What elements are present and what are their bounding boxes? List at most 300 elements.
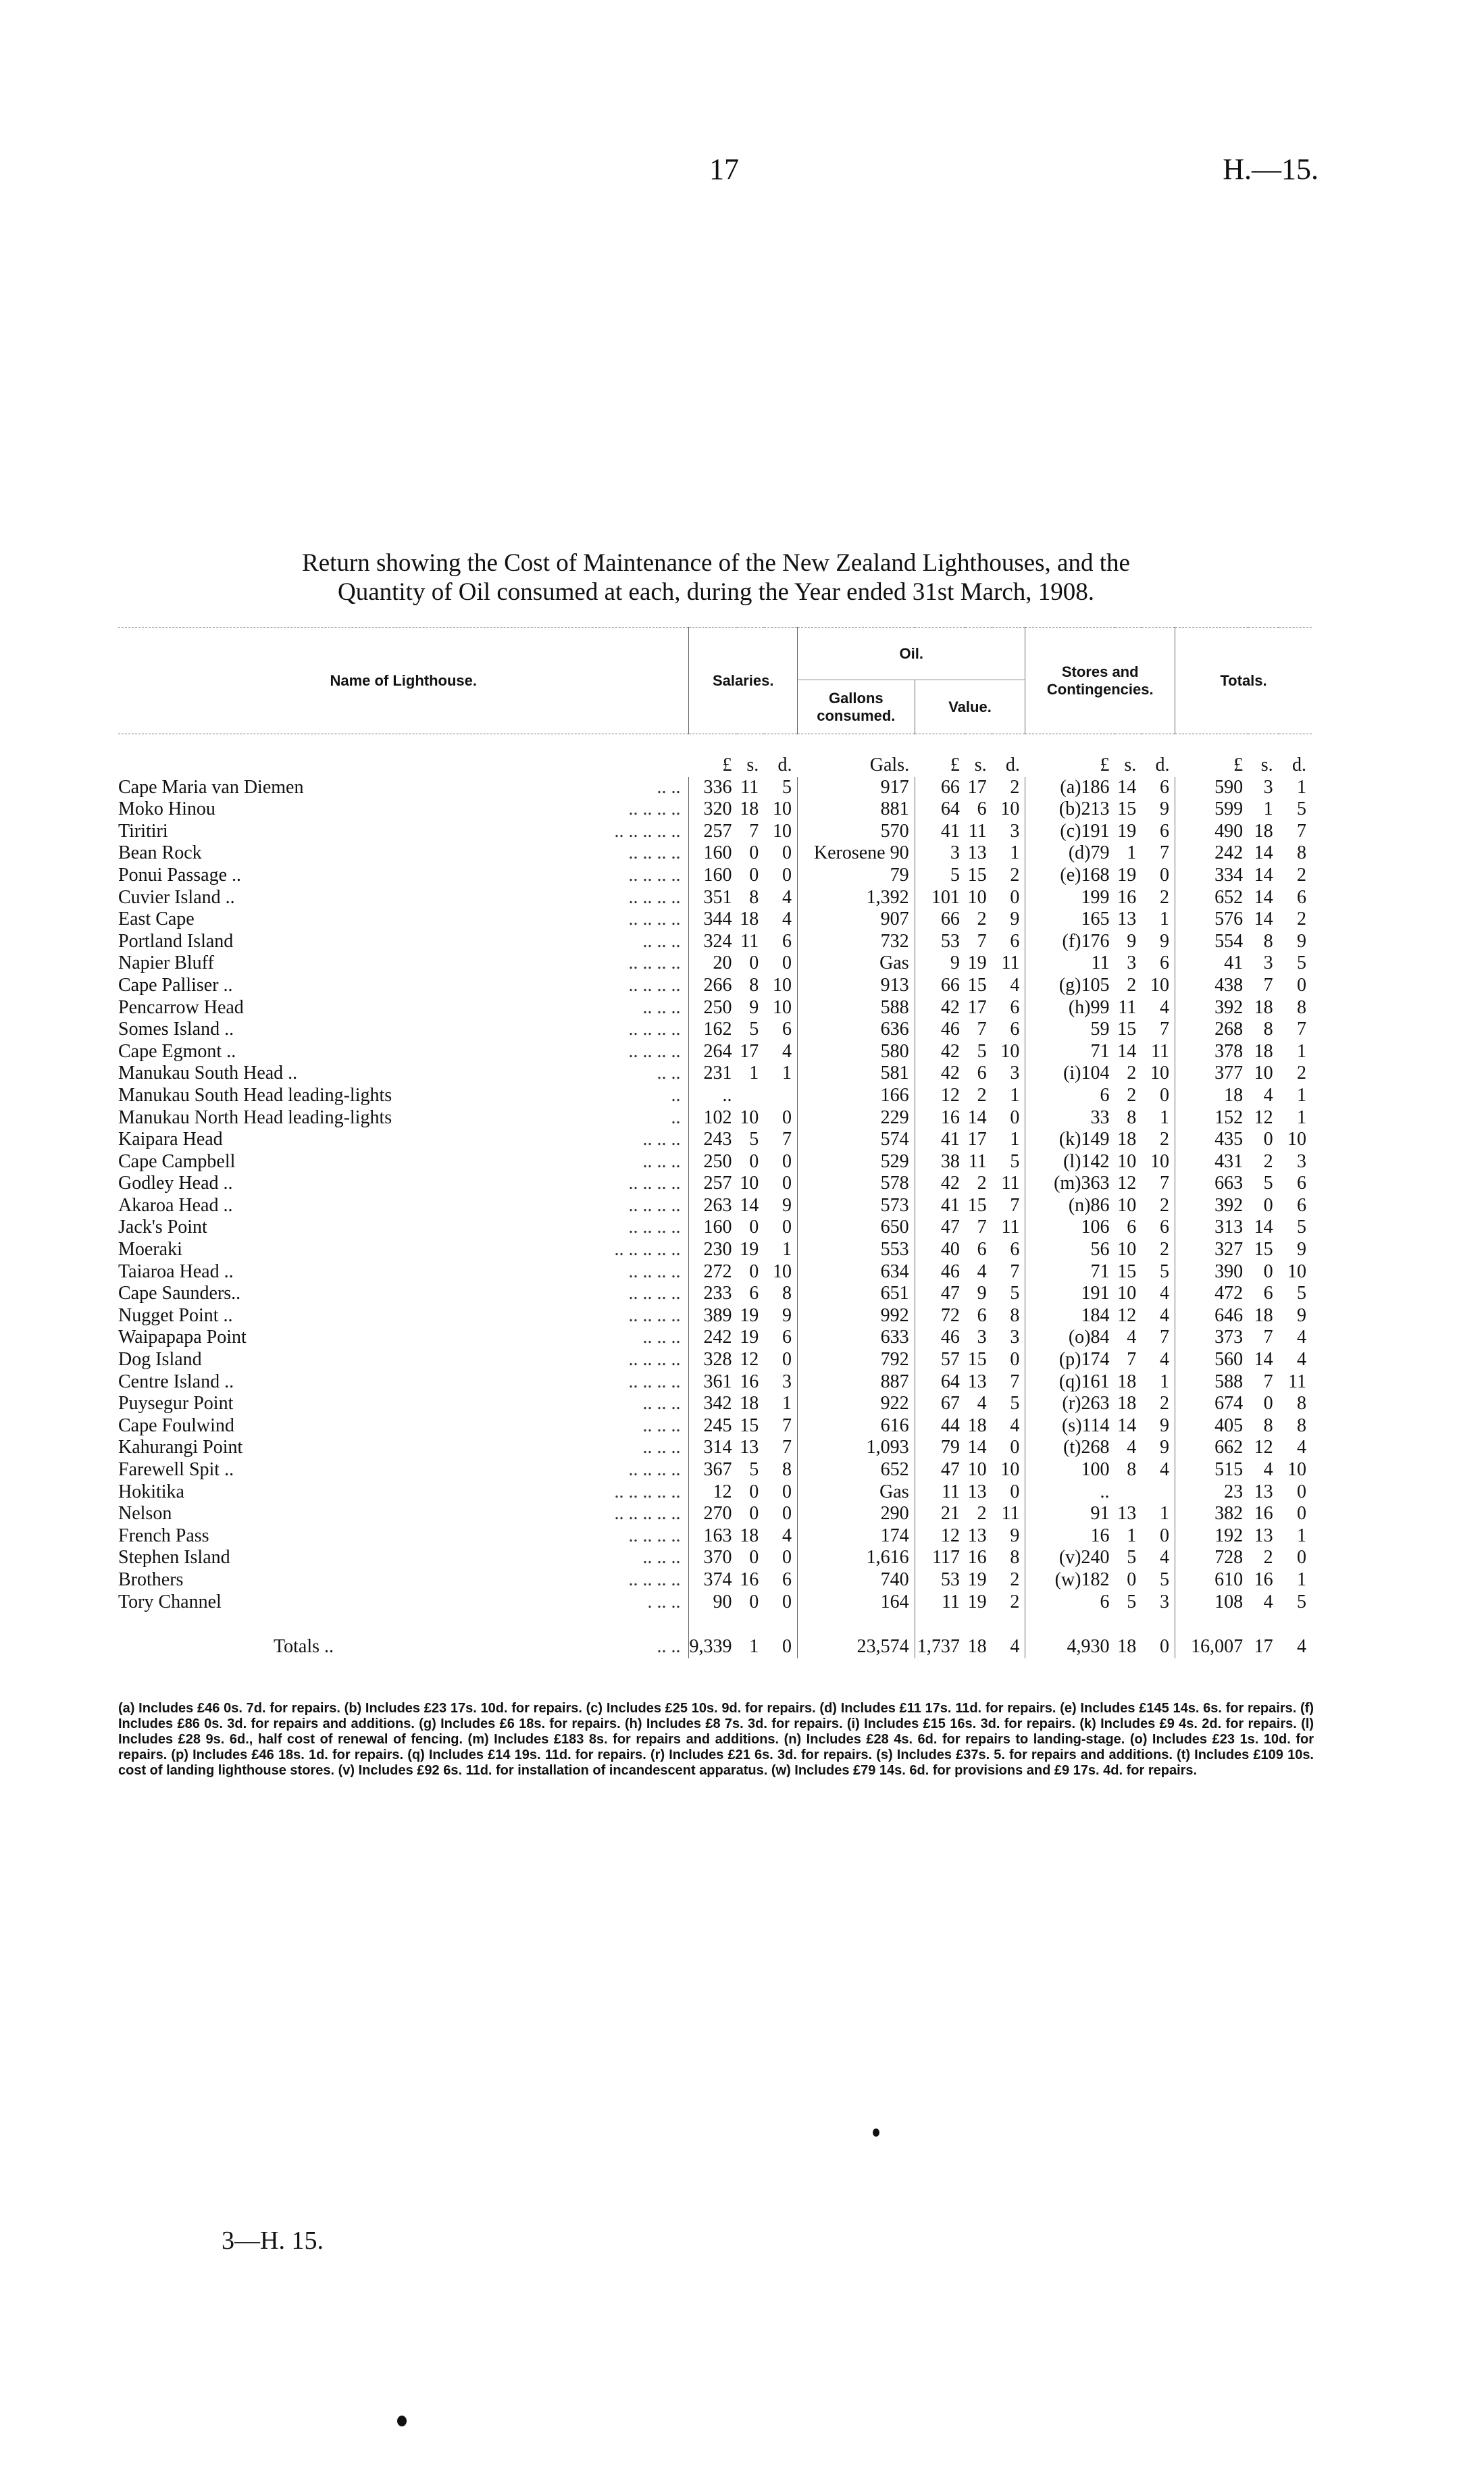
stores-cell: 18 <box>1117 1371 1137 1392</box>
lighthouse-name-cell <box>118 1503 689 1525</box>
gallons-cell: 581 <box>798 1063 915 1085</box>
total-cell: 7 <box>1263 1371 1273 1392</box>
stores-cell: 165 <box>1025 909 1115 931</box>
salary-cell: 10 <box>773 1260 792 1282</box>
total-cell: 377 <box>1175 1063 1249 1085</box>
oil-value-cell: 0 <box>1010 1481 1020 1502</box>
oil-value-cell: 13 <box>967 1371 987 1392</box>
oil-value-cell: 17 <box>967 776 987 798</box>
stores-cell: 33 <box>1025 1107 1115 1129</box>
lighthouse-name-cell <box>118 1195 689 1217</box>
oil-value-cell: 2 <box>977 1173 987 1194</box>
oil-value-cell: 47 <box>915 1283 965 1305</box>
gallons-cell: 588 <box>798 997 915 1019</box>
oil-value-cell: 2 <box>1010 776 1020 798</box>
salary-cell: 324 <box>689 931 738 953</box>
table-row <box>118 1239 1312 1261</box>
oil-value-cell: 9 <box>1010 1525 1020 1546</box>
salary-cell: 0 <box>749 1217 759 1238</box>
oil-value-cell: 2 <box>977 1503 987 1525</box>
lighthouse-name: Tiritiri <box>118 820 168 842</box>
salary-cell: 16 <box>740 1371 759 1392</box>
total-cell: 4 <box>1297 1327 1306 1348</box>
leader-dots: .. .. .. .. .. <box>614 820 681 842</box>
total-cell: 382 <box>1175 1503 1249 1525</box>
total-cell: 3 <box>1263 776 1273 798</box>
oil-value-cell: 44 <box>915 1415 965 1437</box>
total-cell: 0 <box>1297 974 1306 996</box>
lighthouse-name-cell <box>118 1459 689 1481</box>
total-cell: 8 <box>1297 996 1306 1018</box>
stores-cell: 7 <box>1160 1019 1170 1040</box>
lighthouse-name-cell <box>118 1107 689 1129</box>
salary-cell: 0 <box>782 1150 792 1172</box>
salary-cell: 19 <box>740 1304 759 1326</box>
unit-pence: d. <box>1005 755 1020 775</box>
total-cell: 313 <box>1175 1217 1249 1239</box>
salary-cell: 13 <box>740 1437 759 1458</box>
total-cell: 18 <box>1254 996 1273 1018</box>
stores-cell: 0 <box>1127 1569 1137 1590</box>
salary-cell: 0 <box>749 1503 759 1525</box>
total-cell: 1 <box>1297 1084 1306 1106</box>
stores-cell: 6 <box>1160 952 1170 974</box>
lighthouse-name: Stephen Island <box>118 1547 230 1569</box>
total-cell: 2 <box>1297 864 1306 886</box>
table-row <box>118 1591 1312 1614</box>
stores-cell: 5 <box>1160 1569 1170 1590</box>
total-cell: 7 <box>1297 820 1306 842</box>
salary-cell: 160 <box>689 1217 738 1239</box>
table-row <box>118 1569 1312 1591</box>
total-cell: 18 <box>1254 1040 1273 1062</box>
total-cell: 590 <box>1175 777 1249 799</box>
salary-cell <box>737 1085 764 1107</box>
salary-cell: 7 <box>782 1414 792 1436</box>
total-cell: 334 <box>1175 865 1249 887</box>
total-cell: 2 <box>1263 1547 1273 1569</box>
oil-value-cell: 6 <box>1010 996 1020 1018</box>
lighthouse-name: Moko Hinou <box>118 798 215 820</box>
gallons-cell: 652 <box>798 1459 915 1481</box>
oil-value-cell: 8 <box>1010 1547 1020 1569</box>
total-cell: 242 <box>1175 842 1249 865</box>
stores-cell: (d)79 <box>1025 842 1115 865</box>
stores-cell: (p)174 <box>1025 1349 1115 1371</box>
salary-cell: 9 <box>782 1304 792 1326</box>
table-row <box>118 1327 1312 1349</box>
salary-cell: 18 <box>740 1393 759 1414</box>
oil-value-cell: 13 <box>967 842 987 864</box>
lighthouse-name-cell <box>118 1393 689 1415</box>
total-cell: 9 <box>1297 930 1306 952</box>
stores-cell: 1 <box>1160 1371 1170 1392</box>
gallons-cell: 1,616 <box>798 1547 915 1569</box>
total-cell: 1 <box>1263 798 1273 820</box>
lighthouse-name: Cape Foulwind <box>118 1414 234 1436</box>
total-cell: 576 <box>1175 909 1249 931</box>
lighthouse-name: Napier Bluff <box>118 952 214 974</box>
salary-cell: 361 <box>689 1371 738 1394</box>
stores-cell: 15 <box>1117 1260 1137 1282</box>
oil-value-cell: 64 <box>915 798 965 821</box>
total-cell: 6 <box>1297 1194 1306 1216</box>
salary-cell: 14 <box>740 1194 759 1216</box>
stores-cell: 10 <box>1117 1283 1137 1304</box>
table-row <box>118 1525 1312 1548</box>
oil-value-cell: 46 <box>915 1019 965 1041</box>
total-cell: 2 <box>1263 1150 1273 1172</box>
lighthouse-name-cell <box>118 798 689 821</box>
total-cell: 7 <box>1263 1327 1273 1348</box>
stores-cell: 18 <box>1117 1636 1137 1658</box>
stores-cell: (h)99 <box>1025 997 1115 1019</box>
stores-cell: 100 <box>1025 1459 1115 1481</box>
salary-cell: 11 <box>740 930 759 952</box>
salary-cell: 351 <box>689 887 738 909</box>
stores-cell: 2 <box>1127 1084 1137 1106</box>
stores-cell: (i)104 <box>1025 1063 1115 1085</box>
stores-cell: (t)268 <box>1025 1437 1115 1459</box>
salary-cell: 4 <box>782 1525 792 1546</box>
stores-cell: 11 <box>1118 996 1137 1018</box>
unit-pound: £ <box>722 755 732 775</box>
leader-dots: .. .. .. .. .. <box>614 1239 681 1260</box>
leader-dots: .. .. .. .. <box>628 1349 681 1371</box>
leader-dots: .. .. .. .. .. <box>614 1503 681 1525</box>
oil-value-cell: 18 <box>967 1636 987 1658</box>
lighthouse-name-cell <box>118 1569 689 1591</box>
table-row <box>118 1481 1312 1504</box>
salary-cell: 0 <box>782 952 792 974</box>
total-cell: 5 <box>1297 798 1306 820</box>
stores-cell: (c)191 <box>1025 821 1115 843</box>
oil-value-cell: 2 <box>1010 1591 1020 1612</box>
stores-cell: (b)213 <box>1025 798 1115 821</box>
leader-dots: .. .. .. .. <box>628 842 681 864</box>
gallons-cell: Gas <box>798 1481 915 1504</box>
stores-cell: (g)105 <box>1025 975 1115 997</box>
stores-cell: 4 <box>1127 1327 1137 1348</box>
total-cell: 11 <box>1288 1371 1306 1392</box>
stores-cell: (w)182 <box>1025 1569 1115 1591</box>
table-row <box>118 1261 1312 1283</box>
salary-cell: 370 <box>689 1547 738 1569</box>
total-cell: 13 <box>1254 1525 1273 1546</box>
total-cell: 9 <box>1297 1239 1306 1260</box>
lighthouse-name: Farewell Spit .. <box>118 1459 234 1480</box>
unit-shilling: s. <box>1124 755 1137 775</box>
oil-value-cell: 72 <box>915 1305 965 1327</box>
gallons-cell: 651 <box>798 1283 915 1305</box>
stores-cell: 7 <box>1160 1327 1170 1348</box>
salary-cell: 0 <box>782 864 792 886</box>
stores-cell: 0 <box>1160 1084 1170 1106</box>
salary-cell: 314 <box>689 1437 738 1459</box>
oil-value-cell: 0 <box>1010 1437 1020 1458</box>
oil-value-cell: 7 <box>977 1019 987 1040</box>
salary-cell: 8 <box>749 886 759 908</box>
oil-value-cell: 3 <box>1010 1063 1020 1084</box>
salary-cell: 250 <box>689 1151 738 1173</box>
oil-value-cell: 5 <box>915 865 965 887</box>
oil-value-cell: 6 <box>977 1063 987 1084</box>
table-row <box>118 865 1312 887</box>
table-row <box>118 1415 1312 1437</box>
gallons-cell: 887 <box>798 1371 915 1394</box>
table-row <box>118 952 1312 975</box>
salary-cell: 9 <box>749 996 759 1018</box>
table-row <box>118 798 1312 821</box>
lighthouse-name: Totals .. <box>274 1636 334 1658</box>
salary-cell: 8 <box>782 1459 792 1480</box>
lighthouse-name-cell <box>118 821 689 843</box>
salary-cell: 0 <box>749 952 759 974</box>
oil-value-cell: 4 <box>1010 974 1020 996</box>
table-row <box>118 1063 1312 1085</box>
total-cell: 8 <box>1297 842 1306 864</box>
salary-cell: 0 <box>782 842 792 864</box>
leader-dots: .. .. .. .. <box>628 1260 681 1282</box>
table-row <box>118 1459 1312 1481</box>
total-cell: 6 <box>1297 886 1306 908</box>
salary-cell: 1 <box>782 1063 792 1084</box>
oil-value-cell: 3 <box>915 842 965 865</box>
total-cell: 5 <box>1297 1283 1306 1304</box>
salary-cell: 231 <box>689 1063 738 1085</box>
stores-cell: (r)263 <box>1025 1393 1115 1415</box>
oil-value-cell: 6 <box>1010 1019 1020 1040</box>
lighthouse-name-cell <box>118 975 689 997</box>
lighthouse-name: Cape Egmont .. <box>118 1040 236 1062</box>
stores-cell: 14 <box>1117 1040 1137 1062</box>
gallons-cell: 732 <box>798 931 915 953</box>
total-cell: 472 <box>1175 1283 1249 1305</box>
stores-cell: 9 <box>1160 930 1170 952</box>
stores-cell: 4 <box>1160 1459 1170 1480</box>
leader-dots: .. .. .. .. <box>628 864 681 886</box>
total-cell: 108 <box>1175 1591 1249 1614</box>
stores-cell: 3 <box>1160 1591 1170 1612</box>
table-row <box>118 1019 1312 1041</box>
total-cell: 4 <box>1263 1591 1273 1612</box>
total-cell: 0 <box>1297 1503 1306 1525</box>
oil-value-cell: 5 <box>1010 1393 1020 1414</box>
salary-cell: 272 <box>689 1261 738 1283</box>
leader-dots: .. .. .. .. <box>628 909 681 930</box>
salary-cell: 0 <box>782 1636 792 1658</box>
gallons-cell: 553 <box>798 1239 915 1261</box>
stores-cell: 9 <box>1160 798 1170 820</box>
total-cell: 10 <box>1287 1459 1306 1480</box>
gallons-cell: 529 <box>798 1151 915 1173</box>
stores-cell: 14 <box>1117 1414 1137 1436</box>
salary-cell: 0 <box>782 1217 792 1238</box>
total-cell: 5 <box>1297 952 1306 974</box>
lighthouse-name-cell <box>118 997 689 1019</box>
lighthouse-name-cell <box>118 1129 689 1151</box>
stores-cell: 19 <box>1117 864 1137 886</box>
stores-cell: 71 <box>1025 1041 1115 1063</box>
oil-value-cell: 15 <box>967 1194 987 1216</box>
salary-cell: 8 <box>782 1283 792 1304</box>
lighthouse-name-cell <box>118 1613 689 1658</box>
lighthouse-name-cell <box>118 1151 689 1173</box>
table-row <box>118 1129 1312 1151</box>
units-row <box>118 734 1312 777</box>
oil-value-cell: 16 <box>915 1107 965 1129</box>
total-cell: 674 <box>1175 1393 1249 1415</box>
stores-cell: 2 <box>1160 1393 1170 1414</box>
salary-cell: 257 <box>689 821 738 843</box>
stores-cell: 19 <box>1117 820 1137 842</box>
stores-cell: 9 <box>1160 1414 1170 1436</box>
gallons-cell: 922 <box>798 1393 915 1415</box>
table-row <box>118 1305 1312 1327</box>
lighthouse-name: Cuvier Island .. <box>118 886 235 908</box>
oil-value-cell: 2 <box>977 909 987 930</box>
oil-value-cell: 42 <box>915 1173 965 1195</box>
total-cell: 14 <box>1254 1349 1273 1371</box>
oil-value-cell: 5 <box>1010 1150 1020 1172</box>
stores-cell: 106 <box>1025 1217 1115 1239</box>
header-value: Value. <box>915 680 1025 734</box>
salary-cell: 5 <box>749 1129 759 1150</box>
stores-cell: (k)149 <box>1025 1129 1115 1151</box>
total-cell: 4 <box>1263 1084 1273 1106</box>
salary-cell: 0 <box>749 842 759 864</box>
gallons-cell: 229 <box>798 1107 915 1129</box>
gallons-cell: 917 <box>798 777 915 799</box>
salary-cell: 160 <box>689 865 738 887</box>
gallons-cell: 580 <box>798 1041 915 1063</box>
stores-cell: (e)168 <box>1025 865 1115 887</box>
salary-cell: 250 <box>689 997 738 1019</box>
stores-cell: 13 <box>1117 909 1137 930</box>
total-cell: 9 <box>1297 1304 1306 1326</box>
totals-row <box>118 1613 1312 1658</box>
lighthouse-name: Centre Island .. <box>118 1371 234 1392</box>
oil-value-cell: 5 <box>1010 1283 1020 1304</box>
stores-cell: (v)240 <box>1025 1547 1115 1569</box>
total-cell: 554 <box>1175 931 1249 953</box>
salary-cell: 242 <box>689 1327 738 1349</box>
oil-value-cell: 1 <box>1010 1129 1020 1150</box>
footer-reference: 3—H. 15. <box>222 2226 324 2255</box>
total-cell: 378 <box>1175 1041 1249 1063</box>
salary-cell: 6 <box>782 930 792 952</box>
stores-cell <box>1142 1481 1175 1504</box>
oil-value-cell: 41 <box>915 821 965 843</box>
total-cell: 392 <box>1175 997 1249 1019</box>
salary-cell: 1 <box>749 1636 759 1658</box>
oil-value-cell: 3 <box>1010 820 1020 842</box>
oil-value-cell: 10 <box>1000 1459 1020 1480</box>
total-cell: 10 <box>1254 1063 1273 1084</box>
stores-cell: 1 <box>1160 1503 1170 1525</box>
lighthouse-name: Bean Rock <box>118 842 202 864</box>
total-cell: 0 <box>1263 1129 1273 1150</box>
stores-cell: 12 <box>1117 1173 1137 1194</box>
stores-cell: 2 <box>1160 886 1170 908</box>
oil-value-cell: 66 <box>915 909 965 931</box>
oil-value-cell: 10 <box>1000 1040 1020 1062</box>
lighthouse-name: Kaipara Head <box>118 1129 223 1150</box>
stores-cell: 10 <box>1150 974 1170 996</box>
total-cell: 16,007 <box>1175 1613 1249 1658</box>
lighthouse-name: Hokitika <box>118 1481 184 1502</box>
salary-cell: 0 <box>782 1349 792 1371</box>
total-cell: 4 <box>1297 1636 1306 1658</box>
salary-cell: 12 <box>740 1349 759 1371</box>
unit-pence: d. <box>1292 755 1306 775</box>
stores-cell: 1 <box>1160 1106 1170 1128</box>
oil-value-cell: 117 <box>915 1547 965 1569</box>
oil-value-cell: 46 <box>915 1261 965 1283</box>
lighthouse-table <box>118 627 1312 1658</box>
oil-value-cell: 11 <box>1001 1217 1020 1238</box>
oil-value-cell: 19 <box>967 952 987 974</box>
header-stores: Stores and Contingencies. <box>1025 628 1175 734</box>
header-oil: Oil. <box>798 628 1025 680</box>
salary-cell: 9 <box>782 1194 792 1216</box>
lighthouse-name: Brothers <box>118 1569 184 1590</box>
total-cell: 5 <box>1297 1591 1306 1612</box>
leader-dots: .. .. .. .. <box>628 974 681 996</box>
oil-value-cell: 9 <box>977 1283 987 1304</box>
gallons-cell: 1,392 <box>798 887 915 909</box>
salary-cell: 163 <box>689 1525 738 1548</box>
leader-dots: .. .. .. .. <box>628 1040 681 1062</box>
oil-value-cell: 14 <box>967 1437 987 1458</box>
stores-cell: 4 <box>1127 1437 1137 1458</box>
salary-cell: 6 <box>782 1569 792 1590</box>
leader-dots: .. .. .. .. <box>628 952 681 974</box>
salary-cell: 0 <box>782 1106 792 1128</box>
salary-cell: 5 <box>782 776 792 798</box>
salary-cell: 0 <box>749 1260 759 1282</box>
lighthouse-name-cell <box>118 842 689 865</box>
table-row <box>118 1195 1312 1217</box>
oil-value-cell: 6 <box>977 1239 987 1260</box>
total-cell: 4 <box>1263 1459 1273 1480</box>
oil-value-cell: 0 <box>1010 886 1020 908</box>
lighthouse-name-cell <box>118 909 689 931</box>
total-cell: 23 <box>1175 1481 1249 1504</box>
table-row <box>118 975 1312 997</box>
leader-dots: . .. .. <box>647 1591 681 1612</box>
salary-cell: 18 <box>740 1525 759 1546</box>
table-row <box>118 1107 1312 1129</box>
lighthouse-name: Manukau South Head leading-lights <box>118 1084 392 1106</box>
total-cell: 390 <box>1175 1261 1249 1283</box>
stores-cell: 4 <box>1160 996 1170 1018</box>
salary-cell: 102 <box>689 1107 738 1129</box>
stores-cell: 15 <box>1117 1019 1137 1040</box>
ink-dot <box>873 2128 879 2137</box>
stores-cell: 4 <box>1160 1349 1170 1371</box>
gallons-cell: 633 <box>798 1327 915 1349</box>
unit-pound: £ <box>950 755 960 775</box>
lighthouse-name: Ponui Passage .. <box>118 864 241 886</box>
lighthouse-name-cell <box>118 1415 689 1437</box>
stores-cell: 5 <box>1127 1547 1137 1569</box>
total-cell: 18 <box>1175 1085 1249 1107</box>
total-cell: 1 <box>1297 1040 1306 1062</box>
total-cell: 8 <box>1297 1393 1306 1414</box>
salary-cell: 6 <box>749 1283 759 1304</box>
salary-cell: .. <box>689 1085 738 1107</box>
